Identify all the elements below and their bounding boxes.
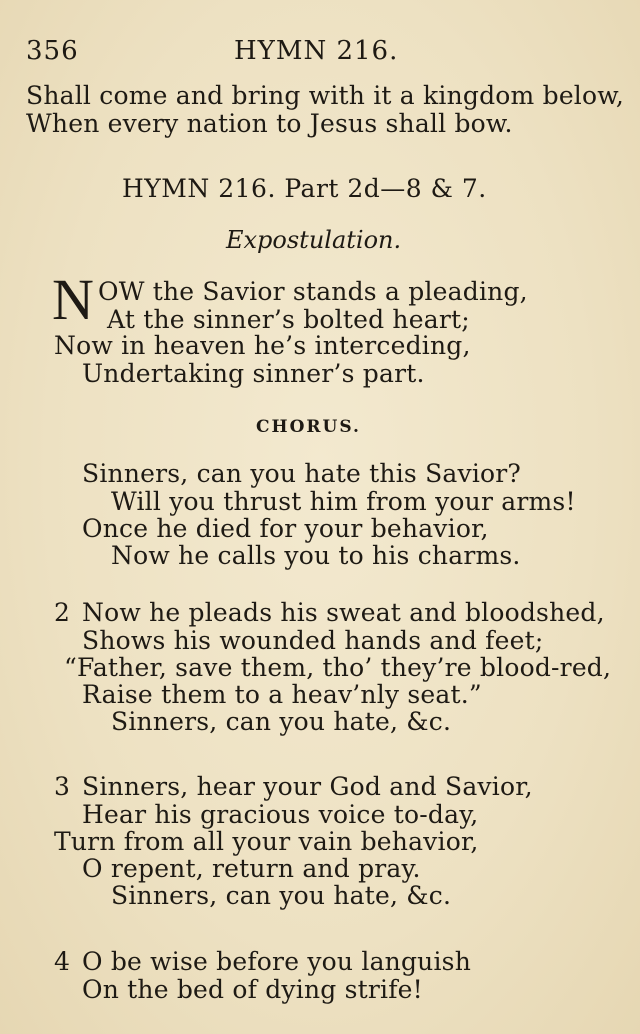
chorus-line: Once he died for your behavior, [82,514,489,543]
verse-line: On the bed of dying strife! [82,975,423,1004]
verse-line: Sinners, hear your God and Savior, [82,772,533,801]
running-title: HYMN 216. [234,36,399,66]
verse-line: Now in heaven he’s interceding, [54,331,471,360]
chorus-line: Sinners, can you hate this Savior? [82,459,522,488]
chorus-line: Now he calls you to his charms. [111,541,521,570]
verse-number: 3 [54,772,71,801]
verse-line: “Father, save them, tho’ they’re blood-red, [64,653,612,682]
refrain-line: Sinners, can you hate, &c. [111,881,452,910]
verse-line: O repent, return and pray. [82,854,421,883]
prev-hymn-line: When every nation to Jesus shall bow. [26,109,513,138]
page-number: 356 [26,36,79,66]
verse-line: OW the Savior stands a pleading, [98,277,528,306]
prev-hymn-line: Shall come and bring with it a kingdom below, [26,81,625,110]
verse-line: O be wise before you languish [82,947,472,976]
verse-line: Hear his gracious voice to-day, [82,800,479,829]
verse-line: Raise them to a heav’nly seat.” [82,680,482,709]
hymn-title: HYMN 216. Part 2d—8 & 7. [122,174,487,203]
chorus-label: CHORUS. [256,417,361,437]
drop-cap: N [52,267,94,332]
hymn-subtitle: Expostulation. [226,226,402,254]
verse-line: Turn from all your vain behavior, [54,827,479,856]
verse-line: At the sinner’s bolted heart; [107,305,470,334]
verse-line: Now he pleads his sweat and bloodshed, [82,598,605,627]
verse-number: 2 [54,598,71,627]
refrain-line: Sinners, can you hate, &c. [111,707,452,736]
verse-number: 4 [54,947,71,976]
chorus-line: Will you thrust him from your arms! [111,487,576,516]
verse-line: Undertaking sinner’s part. [82,359,425,388]
verse-line: Shows his wounded hands and feet; [82,626,544,655]
